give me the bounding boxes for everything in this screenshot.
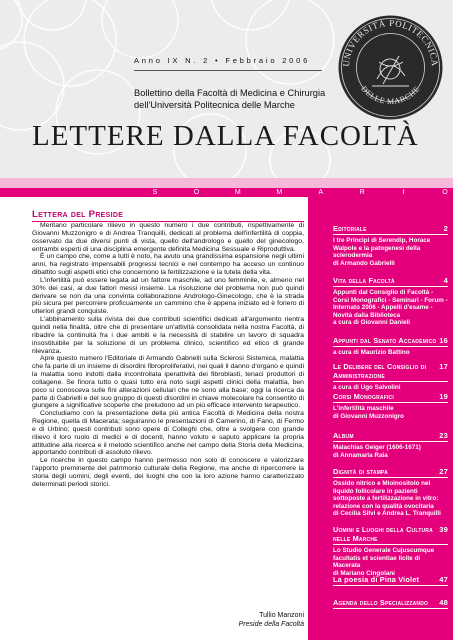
toc-entry-corsi[interactable] — [333, 392, 448, 420]
svg-text:UNIVERSITÀ POLITECNICA: UNIVERSITÀ POLITECNICA — [340, 17, 441, 68]
lettera-paragraph: L'infertilità può essere legata ad un fattore maschile, ad uno femminile, e, almeno nel 30% dei casi, ai due fattori messi insieme. La risoluzione del problema non può quindi derivare se non da una convinta collaborazione Andrologo-Ginecologo, che è la strada più sicura per percorrere proficuamente un cammino che è appena iniziato ed è foriero di ulteriori grandi conquiste. — [32, 276, 304, 316]
toc-entry-delibere[interactable] — [333, 362, 448, 392]
sommario-letter: A — [318, 189, 324, 196]
sommario-label — [150, 188, 450, 197]
toc-entry-desc: Ossido nitrico e Mioinositolo nel liquido follicolare in pazienti sottoposte a fertilizzazione in vitro: relazione con la qualità ovocitaria — [333, 480, 439, 510]
issue-line: Anno IX N. 2 • Febbraio 2006 — [134, 56, 311, 65]
sommario-letter: M — [276, 189, 283, 196]
toc-entry-title: Appunti dal Senato Accademico — [333, 336, 437, 345]
issue-divider — [134, 70, 322, 71]
bulletin-subtitle — [134, 87, 325, 111]
toc-divider — [333, 585, 448, 586]
header-area — [0, 0, 453, 178]
toc-entry-author: di Annamaria Raia — [333, 451, 388, 459]
toc-entry-author: di Giovanni Muzzonigro — [333, 412, 405, 420]
lettera-paragraph: È un campo che, come a tutti è noto, ha avuto una grandissima espansione negli ultimi anni, ha registrato impensabili progressi tecnici e nel contempo ha acceso un continuo dibattito sugli aspetti etici che concernono la fertilizzazione e la tutela della vita. — [32, 253, 304, 277]
sommario-letter: O — [193, 189, 200, 196]
toc-entry-senato[interactable] — [333, 336, 448, 357]
toc-entry-uomini-luoghi[interactable] — [333, 525, 448, 577]
svg-text:DELLE MARCHE: DELLE MARCHE — [359, 84, 422, 107]
lettera-body — [32, 222, 304, 489]
toc-entry-title: Dignità di stampa — [333, 467, 389, 476]
toc-entry-page: 2 — [443, 224, 448, 233]
signature — [200, 612, 304, 629]
sommario-letter: M — [234, 189, 241, 196]
toc-entry-desc: L'infertilità maschile — [333, 405, 394, 412]
toc-entry-title: Editoriale — [333, 224, 367, 233]
toc-entry-author: di Armando Gabrielli — [333, 259, 395, 267]
toc-entry-page: 48 — [439, 598, 448, 607]
toc-entry-page: 39 — [439, 525, 448, 534]
toc-divider — [333, 608, 448, 609]
toc-entry-title: Le Delibere del Consiglio di Amministrazione — [333, 362, 427, 380]
toc-divider — [333, 234, 448, 235]
toc-entry-title: Corsi Monografici — [333, 392, 394, 401]
lettera-paragraph: Meritano particolare rilievo in questo numero i due contributi, rispettivamente di Giovanni Muzzonigro e di Andrea Tranquilli, dedicati al problema dell'infertilità di coppia, osservato da due diversi punti di vista, quello dell'andrologo e quello del ginecologo, entrambi esperti di una disciplina emergente definita Medicina Sessuale e Riproduttiva. — [32, 222, 304, 253]
toc-entry-desc: Appunti dal Consiglio di Facoltà - Corsi Monografici - Seminari - Forum - Internato 2006 - Appelli d'esame - Novità dalla Biblioteca — [333, 289, 448, 319]
toc-entry-desc: Lo Studio Generale Cujuscumque facultatis et scientiae licite di Macerata — [333, 547, 435, 569]
bulletin-line-1: Bollettino della Facoltà di Medicina e Chirurgia — [134, 88, 326, 98]
toc-entry-page: 19 — [439, 392, 448, 401]
toc-divider — [333, 544, 448, 545]
toc-entry-agenda[interactable] — [333, 598, 448, 611]
toc-entry-title: Vita della Facoltà — [333, 276, 395, 285]
toc-divider — [333, 402, 448, 403]
university-seal-logo — [337, 14, 444, 121]
toc-entry-page: 23 — [439, 431, 448, 440]
toc-entry-poesia[interactable] — [333, 575, 448, 588]
toc-entry-title: Album — [333, 431, 354, 440]
toc-entry-title: La poesia di Pina Violet — [333, 575, 420, 584]
lettera-paragraph: Apre questo numero l'Editoriale di Armando Gabrielli sulla Sclerosi Sistemica, malattia che fa parte di un insieme di disordini fibroproliferativi, nei quali il danno d'organo e quindi la malattia sono indotti dalla incontrollata iperattività dei fibroblasti, tenaci produttori di collagene. Se finora tutto o quasi tutto era noto sugli aspetti clinici della malattia, ben poco si conosceva sulle fini alterazioni cellulari che ne sono alla base; oggi la ricerca da parte di Gabrielli e del suo gruppo di questi disordini in chiave molecolare ha consentito di giungere a significative scoperte che preludono ad un più efficace intervento terapeutico. — [32, 355, 304, 410]
toc-entry-author: a cura di Maurizio Battino — [333, 349, 410, 356]
toc-divider — [333, 381, 448, 382]
toc-entry-page: 16 — [439, 336, 448, 345]
toc-entry-vita-facolta[interactable] — [333, 276, 448, 327]
toc-entry-dignita[interactable] — [333, 467, 448, 518]
toc-entry-author: di Cecilia Silvi e Andrea L. Tranquilli — [333, 510, 441, 517]
header-pink-band — [0, 178, 453, 188]
toc-entry-page: 47 — [439, 575, 448, 584]
toc-entry-desc: Malachias Geiger (1606-1671) — [333, 444, 421, 451]
toc-entry-author: a cura di Ugo Salvolini — [333, 384, 401, 391]
toc-entry-editoriale[interactable] — [333, 224, 448, 267]
page-title: LETTERE DALLA FACOLTÀ — [32, 120, 419, 152]
sommario-letter: S — [152, 189, 158, 196]
toc-divider — [333, 286, 448, 287]
toc-divider — [333, 346, 448, 347]
sommario-letter: O — [442, 189, 448, 196]
lettera-paragraph: Concludiamo con la presentazione della più antica Facoltà di Medicina della nostra Regione, quella di Macerata; seguiranno le presentazioni di Camerino, di Fano, di Fermo e di Urbino; questi contributi sono opere di Colleghi che, oltre a svolgere con grande rilievo il loro ruolo di medici e di docenti, hanno voluto e saputo applicare la propria attitudine alla ricerca e il metodo scientifico anche nel campo della Storia della Medicina, apportando contributi di assoluto rilievo. — [32, 410, 304, 457]
sommario-letter: I — [402, 189, 405, 196]
toc-entry-page: 27 — [439, 467, 448, 476]
signature-role: Preside della Facoltà — [238, 620, 304, 628]
sommario-letter: R — [359, 189, 365, 196]
toc-divider — [333, 477, 448, 478]
toc-entry-page: 4 — [443, 276, 448, 285]
toc-entry-page: 17 — [439, 362, 448, 371]
signature-name: Tullio Manzoni — [259, 612, 304, 619]
lettera-paragraph: Le ricerche in questo campo hanno permesso non solo di conoscere e valorizzare l'apporto preminente del patrimonio culturale della Regione, ma anche di ripercorrere la storia degli uomini, degli eventi, dei luoghi che con la loro azione hanno caratterizzato determinati periodi storici. — [32, 457, 304, 488]
bulletin-line-2: dell'Università Politecnica delle Marche — [134, 100, 295, 110]
toc-entry-desc: I tre Principi di Serendip, Horace Walpole e la patogenesi della sclerodermia — [333, 237, 431, 259]
toc-divider — [333, 441, 448, 442]
toc-entry-author: di Mariano Cingolani — [333, 569, 395, 577]
toc-entry-author: a cura di Giovanni Danieli — [333, 319, 410, 326]
lettera-title: Lettera del Preside — [32, 209, 124, 220]
toc-entry-album[interactable] — [333, 431, 448, 459]
lettera-paragraph: L'abbinamento sulla rivista dei due contributi scientifici dedicati all'argomento rientra quindi nella finalità, oltre che di presentare un'attività consolidata nella nostra Facoltà, di ribadire la continuità fra i due ambiti e la necessità di stabilire un lavoro di squadra insostituibile per la soluzione di un problema clinico, scientifico ed etico di grande rilevanza. — [32, 316, 304, 355]
toc-entry-title: Agenda dello Specializzando — [333, 598, 429, 607]
toc-entry-title: Uomini e Luoghi della Cultura nelle Marche — [333, 525, 433, 543]
